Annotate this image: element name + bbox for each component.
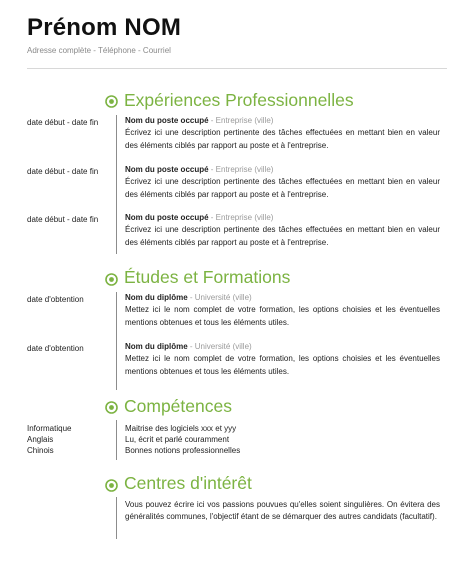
experience-dates: date début - date fin [27,167,99,176]
job-title: Nom du poste occupé [125,116,209,125]
experience-timeline-line [116,115,117,254]
skill-value: Bonnes notions professionnelles [125,446,241,455]
skill-value: Lu, écrit et parlé couramment [125,435,230,444]
target-circle-icon [105,273,118,286]
job-title: Nom du poste occupé [125,165,209,174]
company: Entreprise (ville) [215,165,274,174]
skills-title: Compétences [124,396,232,416]
education-date: date d'obtention [27,295,84,304]
company: Entreprise (ville) [215,116,274,125]
school: Université (ville) [194,342,252,351]
job-title: Nom du poste occupé [125,213,209,222]
contact-line: Adresse complète - Téléphone - Courriel [27,46,171,55]
experience-entry: Nom du poste occupé - Entreprise (ville) Écrivez ici une description pertinente des tâches effectuées en mettant bien en valeur des éléments ciblés par rapport au poste et à l'entreprise. [125,164,440,201]
skills-values [125,423,440,456]
experience-dates: date début - date fin [27,215,99,224]
candidate-name: Prénom NOM [27,14,182,41]
job-description: Écrivez ici une description pertinente des tâches effectuées en mettant bien en valeur des éléments ciblés par rapport au poste et à l'entreprise. [125,225,440,247]
degree-description: Mettez ici le nom complet de votre formation, les options choisies et les éventuelles mentions obtenues et tous les éléments utiles. [125,305,440,327]
school: Université (ville) [194,293,252,302]
skills-labels [27,423,71,456]
experience-entry: Nom du poste occupé - Entreprise (ville) Écrivez ici une description pertinente des tâches effectuées en mettant bien en valeur des éléments ciblés par rapport au poste et à l'entreprise. [125,115,440,152]
education-timeline-line [116,292,117,390]
interests-title: Centres d'intérêt [124,473,252,493]
degree-name: Nom du diplôme [125,342,188,351]
job-description: Écrivez ici une description pertinente des tâches effectuées en mettant bien en valeur des éléments ciblés par rapport au poste et à l'entreprise. [125,177,440,199]
experience-dates: date début - date fin [27,118,99,127]
skill-label: Chinois [27,446,54,455]
interests-timeline-line [116,497,117,539]
job-description: Écrivez ici une description pertinente des tâches effectuées en mettant bien en valeur des éléments ciblés par rapport au poste et à l'entreprise. [125,128,440,150]
education-entry: Nom du diplôme - Université (ville) Mettez ici le nom complet de votre formation, les options choisies et les éventuelles mentions obtenues et tous les éléments utiles. [125,341,440,378]
education-entry: Nom du diplôme - Université (ville) Mettez ici le nom complet de votre formation, les options choisies et les éventuelles mentions obtenues et tous les éléments utiles. [125,292,440,329]
target-circle-icon [105,401,118,414]
skill-label: Anglais [27,435,54,444]
skill-value: Maitrise des logiciels xxx et yyy [125,424,237,433]
target-circle-icon [105,479,118,492]
skill-label: Informatique [27,424,72,433]
degree-description: Mettez ici le nom complet de votre formation, les options choisies et les éventuelles mentions obtenues et tous les éléments utiles. [125,354,440,376]
header-divider [27,68,447,69]
experience-entry: Nom du poste occupé - Entreprise (ville) Écrivez ici une description pertinente des tâches effectuées en mettant bien en valeur des éléments ciblés par rapport au poste et à l'entreprise. [125,212,440,249]
target-circle-icon [105,95,118,108]
experience-title: Expériences Professionnelles [124,90,354,110]
company: Entreprise (ville) [215,213,274,222]
skills-timeline-line [116,420,117,460]
education-title: Études et Formations [124,267,291,287]
education-date: date d'obtention [27,344,84,353]
interests-description: Vous pouvez écrire ici vos passions pouvues qu'elles soient singulières. On évitera des généralités communes, l'objectif étant de se démarquer des autres candidats (facultatif). [125,500,440,522]
degree-name: Nom du diplôme [125,293,188,302]
